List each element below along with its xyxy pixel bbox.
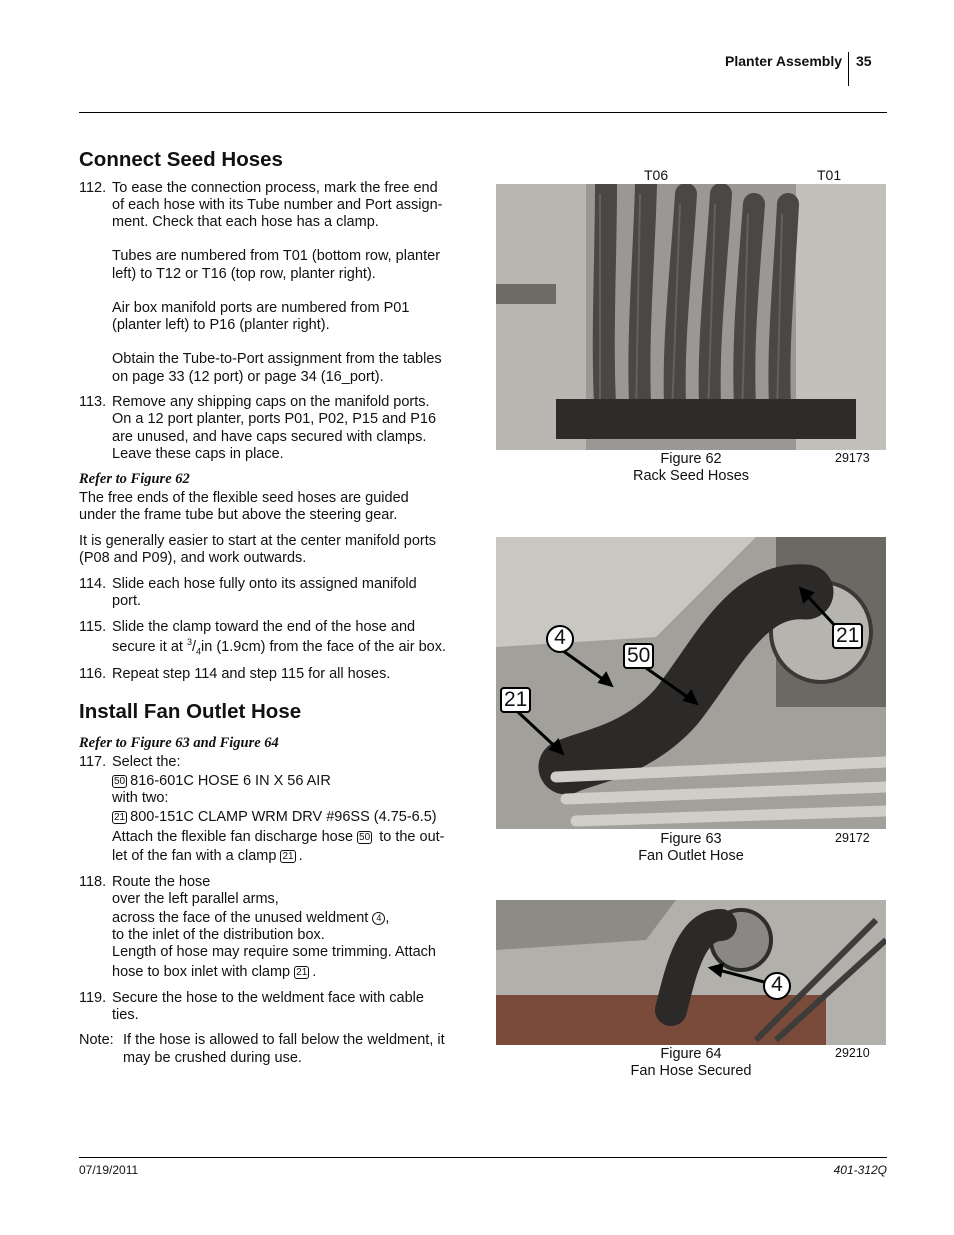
header-separator xyxy=(848,52,849,86)
paragraph: It is generally easier to start at the center manifold ports xyxy=(79,533,437,549)
figure-reference: Refer to Figure 63 and Figure 64 xyxy=(79,735,279,751)
step-text: to the inlet of the distribution box. xyxy=(112,927,325,943)
part-line xyxy=(112,809,472,825)
step-text: On a 12 port planter, ports P01, P02, P15 and P16 xyxy=(112,411,437,427)
text-run: . xyxy=(298,848,303,864)
step-text: Select the: xyxy=(112,754,181,770)
step-text: Tubes are numbered from T01 (bottom row, planter xyxy=(112,248,441,264)
text-run: to the out- xyxy=(375,829,445,845)
heading-install-fan-outlet-hose: Install Fan Outlet Hose xyxy=(79,700,302,723)
step-text: of each hose with its Tube number and Port assign- xyxy=(112,197,443,213)
step-text: Obtain the Tube-to-Port assignment from the tables xyxy=(112,351,442,367)
step-text xyxy=(112,910,472,926)
figure-title: Rack Seed Hoses xyxy=(632,468,750,484)
step-text: (planter left) to P16 (planter right). xyxy=(112,317,330,333)
part-description: 800-151C CLAMP WRM DRV #96SS (4.75-6.5) xyxy=(130,809,437,825)
step-text xyxy=(112,964,472,980)
step-number: 114. xyxy=(79,576,107,592)
step-text: are unused, and have caps secured with clamps. xyxy=(112,429,427,445)
step-text xyxy=(112,829,472,845)
figure-title: Fan Outlet Hose xyxy=(638,848,744,864)
step-text: ment. Check that each hose has a clamp. xyxy=(112,214,379,230)
part-callout: 50 xyxy=(359,832,371,843)
paragraph: The free ends of the flexible seed hoses are guided xyxy=(79,490,409,506)
figure-63-caption xyxy=(591,831,791,865)
step-text: Length of hose may require some trimming. Attach xyxy=(112,944,436,960)
callout-4: 4 xyxy=(763,972,791,1000)
text-run: hose to box inlet with clamp xyxy=(112,964,295,980)
text-run: secure it at xyxy=(112,638,187,655)
step-text: over the left parallel arms, xyxy=(112,891,279,907)
figure-title: Fan Hose Secured xyxy=(630,1063,752,1079)
step-text: Slide each hose fully onto its assigned manifold xyxy=(112,576,417,592)
step-text: Secure the hose to the weldment face with cable xyxy=(112,990,424,1006)
figure-64-photo xyxy=(496,900,886,1045)
figure-number: Figure 63 xyxy=(660,831,722,847)
note-label: Note: xyxy=(79,1032,114,1048)
step-text: Remove any shipping caps on the manifold ports. xyxy=(112,394,430,410)
step-number: 112. xyxy=(79,180,107,196)
text-run: , xyxy=(385,910,390,926)
step-text: Air box manifold ports are numbered from P01 xyxy=(112,300,410,316)
footer-date: 07/19/2011 xyxy=(79,1163,139,1177)
part-line xyxy=(112,773,472,789)
part-callout: 4 xyxy=(372,912,385,925)
fraction-denominator: 4 xyxy=(196,646,202,657)
text-run: . xyxy=(312,964,317,980)
page-number: 35 xyxy=(856,53,872,69)
step-text: port. xyxy=(112,593,142,609)
header-rule xyxy=(79,112,887,113)
step-text: Repeat step 114 and step 115 for all hoses. xyxy=(112,666,391,682)
figure-63-id: 29172 xyxy=(835,831,870,845)
part-description: 816-601C HOSE 6 IN X 56 AIR xyxy=(130,773,331,789)
step-number: 119. xyxy=(79,990,107,1006)
note-text: may be crushed during use. xyxy=(123,1050,302,1066)
step-text: Leave these caps in place. xyxy=(112,446,284,462)
figure-62-id: 29173 xyxy=(835,451,870,465)
step-text: Route the hose xyxy=(112,874,211,890)
step-text: Slide the clamp toward the end of the hose and xyxy=(112,619,416,635)
callout-50: 50 xyxy=(623,643,654,669)
figure-64-caption xyxy=(591,1046,791,1080)
text-run: Attach the flexible fan discharge hose xyxy=(112,829,358,845)
figure-number: Figure 64 xyxy=(660,1046,722,1062)
fan-outlet-hose-illustration xyxy=(496,537,886,829)
step-number: 117. xyxy=(79,754,107,770)
step-text: on page 33 (12 port) or page 34 (16_port). xyxy=(112,369,384,385)
step-text: left) to T12 or T16 (top row, planter right). xyxy=(112,266,376,282)
figure-62-caption xyxy=(591,451,791,485)
figure-label-t01: T01 xyxy=(817,167,842,183)
figure-label-t06: T06 xyxy=(644,167,669,183)
part-callout: 21 xyxy=(114,812,126,823)
heading-connect-seed-hoses: Connect Seed Hoses xyxy=(79,148,283,171)
step-number: 115. xyxy=(79,619,107,635)
step-text: ties. xyxy=(112,1007,139,1023)
step-text: secure it at $^3/_4in$ (1.9cm) from the face of the air box. xyxy=(112,637,447,657)
paragraph: under the frame tube but above the steering gear. xyxy=(79,507,398,523)
step-number: 113. xyxy=(79,394,107,410)
text-run: let of the fan with a clamp xyxy=(112,848,281,864)
part-callout: 21 xyxy=(296,967,308,978)
figure-reference: Refer to Figure 62 xyxy=(79,471,190,487)
step-text xyxy=(112,848,472,864)
callout-21: 21 xyxy=(832,623,863,649)
text-run: in (1.9cm) from the face of the air box. xyxy=(201,638,447,655)
paragraph: (P08 and P09), and work outwards. xyxy=(79,550,307,566)
step-number: 118. xyxy=(79,874,107,890)
footer-rule xyxy=(79,1157,887,1158)
note-text: If the hose is allowed to fall below the weldment, it xyxy=(123,1032,445,1048)
fan-hose-secured-illustration xyxy=(496,900,886,1045)
step-text: To ease the connection process, mark the free end xyxy=(112,180,438,196)
callout-21: 21 xyxy=(500,687,531,713)
callout-4: 4 xyxy=(546,625,574,653)
section-title: Planter Assembly xyxy=(725,53,842,69)
part-callout: 21 xyxy=(282,851,294,862)
step-number: 116. xyxy=(79,666,107,682)
fraction-numerator: 3 xyxy=(186,637,192,647)
figure-64-id: 29210 xyxy=(835,1046,870,1060)
part-callout: 50 xyxy=(114,776,126,787)
figure-63-photo xyxy=(496,537,886,829)
figure-62-photo xyxy=(496,184,886,450)
rack-seed-hoses-illustration xyxy=(496,184,886,450)
footer-doc-number: 401-312Q xyxy=(833,1163,887,1177)
text-run: across the face of the unused weldment xyxy=(112,910,373,926)
figure-number: Figure 62 xyxy=(660,451,722,467)
step-text: with two: xyxy=(112,790,169,806)
